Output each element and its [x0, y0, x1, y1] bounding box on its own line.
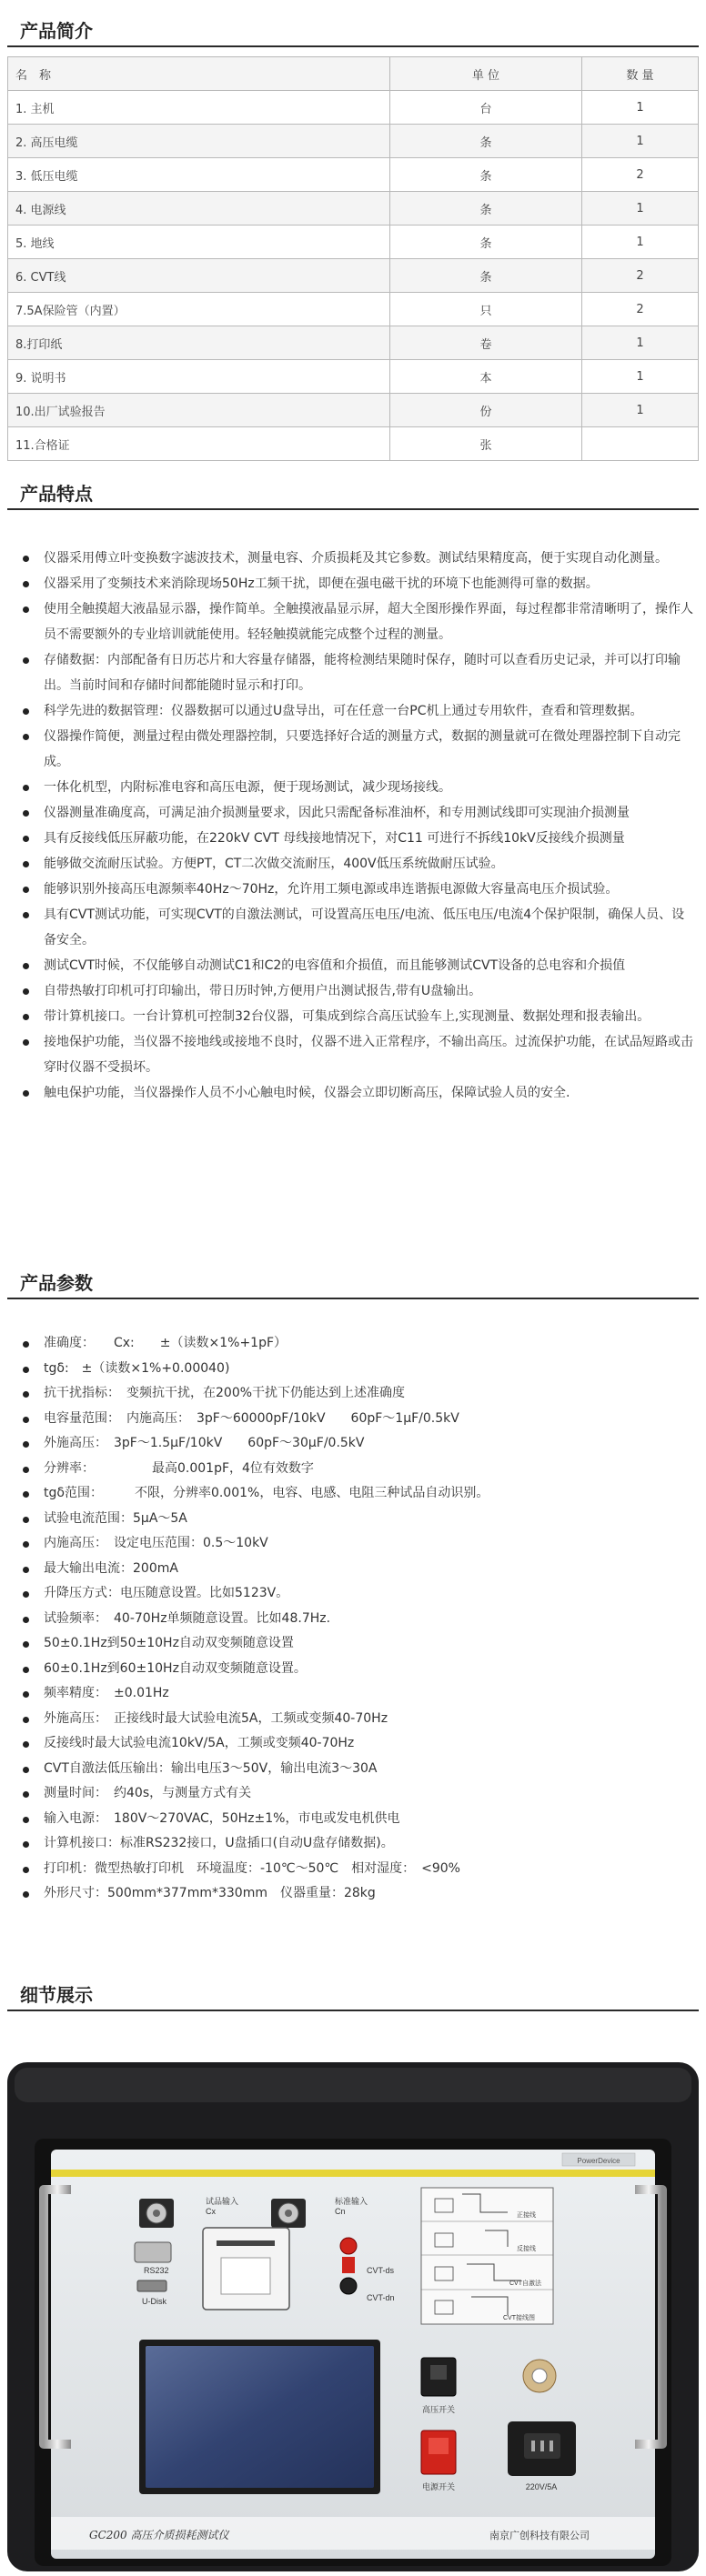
param-item: 分辨率： 最高0.001pF，4位有效数字: [20, 1457, 697, 1482]
param-item: 打印机：微型热敏打印机 环境温度：-10℃～50℃ 相对湿度： <90%: [20, 1857, 697, 1882]
table-cell: 1: [582, 125, 699, 158]
cx-connector: [139, 2199, 174, 2228]
cvt-dn-label: CVT-dn: [367, 2293, 395, 2302]
features-list: [20, 546, 697, 1106]
param-item: 频率精度： ±0.01Hz: [20, 1681, 697, 1707]
param-item: 抗干扰指标： 变频抗干扰，在200%干扰下仍能达到上述准确度: [20, 1381, 697, 1407]
details-title: 细节展示: [20, 1984, 93, 2006]
feature-item: 仪器操作简便，测量过程由微处理器控制，只要选择好合适的测量方式，数据的测量就可在微处理器控制下自动完成。: [20, 724, 697, 775]
cvt-terminals: [340, 2238, 357, 2294]
panel-accent-stripe: [51, 2170, 655, 2177]
printer-slot: [217, 2240, 275, 2246]
table-row: [8, 158, 699, 192]
table-cell: 4. 电源线: [8, 192, 390, 226]
rs232-label: RS232: [144, 2266, 169, 2275]
table-cell: 10.出厂试验报告: [8, 394, 390, 427]
param-item: 输入电源： 180V～270VAC，50Hz±1%，市电或发电机供电: [20, 1807, 697, 1832]
brand-plate-text: PowerDevice: [577, 2157, 620, 2165]
feature-item: 带计算机接口。一台计算机可控制32台仪器，可集成到综合高压试验车上,实现测量、数据处理和报表输出。: [20, 1004, 697, 1029]
table-row: [8, 326, 699, 360]
details-divider: [7, 2010, 699, 2011]
table-cell: 9. 说明书: [8, 360, 390, 394]
table-header-cell: 名 称: [8, 57, 390, 91]
table-cell: 11.合格证: [8, 427, 390, 461]
param-item: 试验频率： 40-70Hz单频随意设置。比如48.7Hz.: [20, 1607, 697, 1632]
param-item: 试验电流范围：5μA～5A: [20, 1507, 697, 1532]
feature-item: 能够做交流耐压试验。方便PT，CT二次做交流耐压，400V低压系统做耐压试验。: [20, 851, 697, 877]
table-cell: 张: [390, 427, 582, 461]
param-item: 外形尺寸：500mm*377mm*330mm 仪器重量：28kg: [20, 1881, 697, 1907]
param-item: 最大输出电流：200mA: [20, 1557, 697, 1582]
table-cell: [582, 427, 699, 461]
feature-item: 具有CVT测试功能，可实现CVT的自激法测试，可设置高压电压/电流、低压电压/电流4个保护限制，确保人员、设备安全。: [20, 902, 697, 953]
table-cell: 条: [390, 226, 582, 259]
power-switch-label: 电源开关: [421, 2482, 456, 2491]
table-row: [8, 259, 699, 293]
param-item: 电容量范围： 内施高压： 3pF～60000pF/10kV 60pF～1μF/0.5kV: [20, 1407, 697, 1432]
table-row: [8, 125, 699, 158]
table-header-cell: 数 量: [582, 57, 699, 91]
table-cell: 条: [390, 192, 582, 226]
param-item: tgδ: ±（读数×1%+0.00040): [20, 1357, 697, 1382]
case-lid-edge: [15, 2068, 691, 2102]
cx-label: 试品输入 Cx: [206, 2197, 239, 2216]
table-cell: 份: [390, 394, 582, 427]
table-row: [8, 91, 699, 125]
hv-switch-label: 高压开关: [421, 2405, 456, 2414]
model-name: GC200 高压介质损耗测试仪: [89, 2529, 229, 2541]
table-cell: 1: [582, 360, 699, 394]
feature-item: 测试CVT时候，不仅能够自动测试C1和C2的电容值和介损值，而且能够测试CVT设备的总电容和介损值: [20, 953, 697, 978]
table-cell: 2: [582, 158, 699, 192]
param-item: 外施高压： 正接线时最大试验电流5A，工频或变频40-70Hz: [20, 1707, 697, 1732]
rs232-port: [135, 2242, 171, 2262]
table-row: [8, 293, 699, 326]
param-item: 50±0.1Hz到50±10Hz自动双变频随意设置: [20, 1631, 697, 1657]
diagram-c-label: CVT自激法: [509, 2280, 541, 2287]
table-cell: 1: [582, 394, 699, 427]
table-row: [8, 394, 699, 427]
usb-port: [137, 2280, 166, 2291]
feature-item: 自带热敏打印机可打印输出，带日历时钟,方便用户出测试报告,带有U盘输出。: [20, 978, 697, 1004]
table-cell: 2. 高压电缆: [8, 125, 390, 158]
features-divider: [7, 508, 699, 510]
table-cell: 5. 地线: [8, 226, 390, 259]
printer-paper: [221, 2258, 270, 2294]
fuse-label: 220V/5A: [525, 2482, 558, 2491]
table-row: [8, 427, 699, 461]
feature-item: 使用全触摸超大液晶显示器，操作简单。全触摸液晶显示屏，超大全图形操作界面，每过程都非常清晰明了，操作人员不需要额外的专业培训就能使用。轻轻触摸就能完成整个过程的测量。: [20, 596, 697, 647]
feature-item: 仪器采用了变频技术来消除现场50Hz工频干扰，即便在强电磁干扰的环境下也能测得可靠的数据。: [20, 571, 697, 596]
table-cell: 卷: [390, 326, 582, 360]
device-photo: [7, 2062, 699, 2571]
table-cell: 1: [582, 192, 699, 226]
table-cell: 条: [390, 259, 582, 293]
table-cell: 条: [390, 158, 582, 192]
maker-name: 南京广创科技有限公司: [489, 2530, 590, 2541]
param-item: 升降压方式：电压随意设置。比如5123V。: [20, 1581, 697, 1607]
table-header-row: [8, 57, 699, 91]
cn-connector: [271, 2199, 306, 2228]
table-cell: 7.5A保险管（内置）: [8, 293, 390, 326]
diagram-d-label: CVT接线图: [503, 2315, 535, 2321]
param-item: 内施高压： 设定电压范围：0.5～10kV: [20, 1531, 697, 1557]
diagram-a-label: 正接线: [517, 2212, 536, 2219]
table-cell: 1. 主机: [8, 91, 390, 125]
feature-item: 仪器采用傅立叶变换数字滤波技术，测量电容、介质损耗及其它参数。测试结果精度高，便于实现自动化测量。: [20, 546, 697, 571]
touch-screen: [146, 2346, 374, 2488]
table-cell: 1: [582, 326, 699, 360]
table-cell: 3. 低压电缆: [8, 158, 390, 192]
intro-title: 产品简介: [20, 20, 93, 42]
cn-label: 标准输入 Cn: [335, 2197, 368, 2216]
feature-item: 一体化机型，内附标准电容和高压电源，便于现场测试，减少现场接线。: [20, 775, 697, 800]
table-cell: 条: [390, 125, 582, 158]
table-cell: 1: [582, 91, 699, 125]
param-item: tgδ范围： 不限，分辨率0.001%，电容、电感、电阻三种试品自动识别。: [20, 1481, 697, 1507]
cvt-ds-label: CVT-ds: [367, 2266, 395, 2275]
table-row: [8, 192, 699, 226]
feature-item: 接地保护功能，当仪器不接地线或接地不良时，仪器不进入正常程序，不输出高压。过流保护功能，在试品短路或击穿时仪器不受损坏。: [20, 1029, 697, 1080]
wiring-diagram: [421, 2188, 553, 2324]
table-cell: 只: [390, 293, 582, 326]
table-cell: 8.打印纸: [8, 326, 390, 360]
param-item: 反接线时最大试验电流10kV/5A，工频或变频40-70Hz: [20, 1731, 697, 1757]
table-cell: 本: [390, 360, 582, 394]
feature-item: 具有反接线低压屏蔽功能，在220kV CVT 母线接地情况下，对C11 可进行不拆线10kV反接线介损测量: [20, 826, 697, 851]
param-item: 测量时间： 约40s，与测量方式有关: [20, 1781, 697, 1807]
table-cell: 6. CVT线: [8, 259, 390, 293]
param-item: 准确度： Cx: ±（读数×1%+1pF）: [20, 1331, 697, 1357]
table-cell: 2: [582, 293, 699, 326]
feature-item: 能够识别外接高压电源频率40Hz～70Hz，允许用工频电源或串连谐振电源做大容量高电压介损试验。: [20, 877, 697, 902]
param-item: 计算机接口：标准RS232接口，U盘插口(自动U盘存储数据)。: [20, 1831, 697, 1857]
intro-divider: [7, 45, 699, 47]
features-title: 产品特点: [20, 483, 93, 505]
table-cell: 2: [582, 259, 699, 293]
feature-item: 触电保护功能，当仪器操作人员不小心触电时候，仪器会立即切断高压，保障试验人员的安全.: [20, 1080, 697, 1106]
param-item: 60±0.1Hz到60±10Hz自动双变频随意设置。: [20, 1657, 697, 1682]
param-item: CVT自激法低压输出：输出电压3～50V，输出电流3～30A: [20, 1757, 697, 1782]
table-cell: 1: [582, 226, 699, 259]
params-list: [20, 1331, 697, 1907]
param-item: 外施高压： 3pF～1.5μF/10kV 60pF～30μF/0.5kV: [20, 1431, 697, 1457]
params-divider: [7, 1298, 699, 1299]
table-cell: 台: [390, 91, 582, 125]
params-title: 产品参数: [20, 1272, 93, 1294]
feature-item: 存储数据：内部配备有日历芯片和大容量存储器，能将检测结果随时保存，随时可以查看历史记录，并可以打印输出。当前时间和存储时间都能随时显示和打印。: [20, 647, 697, 698]
feature-item: 科学先进的数据管理：仪器数据可以通过U盘导出，可在任意一台PC机上通过专用软件，查看和管理数据。: [20, 698, 697, 724]
table-row: [8, 360, 699, 394]
feature-item: 仪器测量准确度高，可满足油介损测量要求，因此只需配备标准油杯，和专用测试线即可实现油介损测量: [20, 800, 697, 826]
table-row: [8, 226, 699, 259]
packing-list-table: [7, 56, 699, 461]
udisk-label: U-Disk: [142, 2297, 166, 2306]
diagram-b-label: 反接线: [517, 2246, 536, 2252]
table-header-cell: 单 位: [390, 57, 582, 91]
